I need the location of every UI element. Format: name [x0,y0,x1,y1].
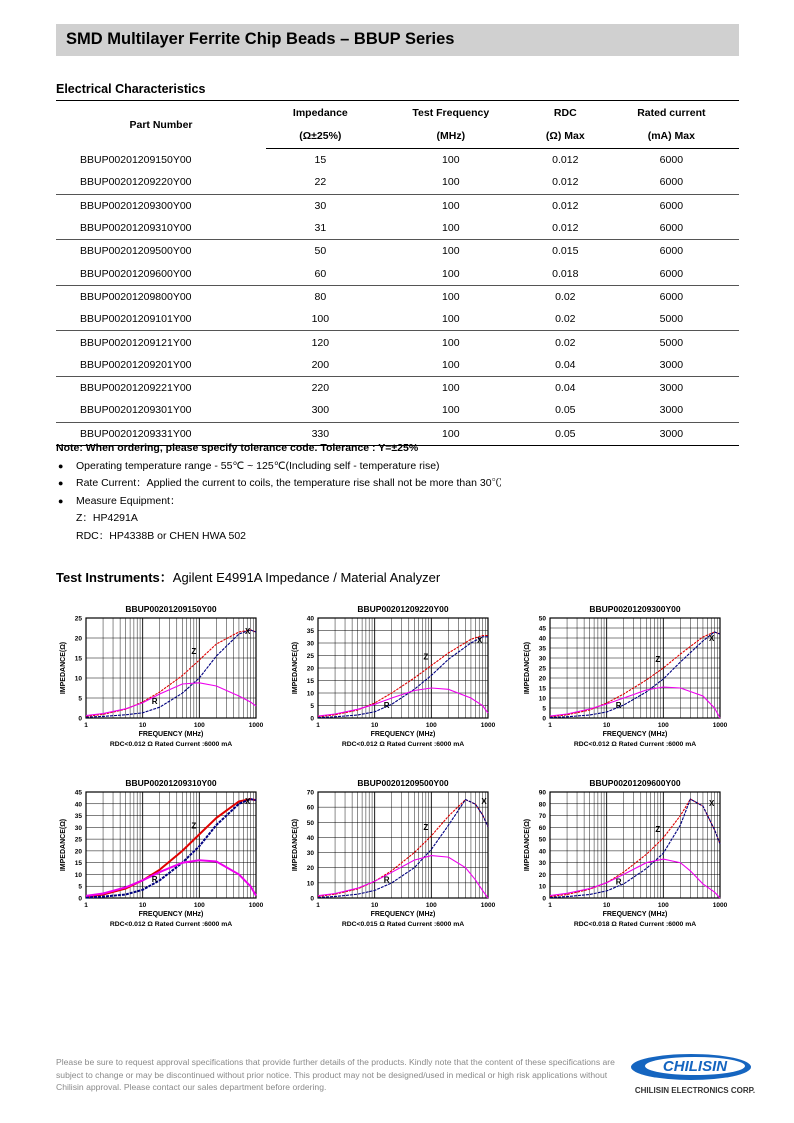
cell-current: 6000 [604,171,739,194]
series-line-r [86,860,256,896]
y-tick-label: 80 [538,801,546,809]
cell-current: 3000 [604,422,739,445]
col-unit-rdc: (Ω) Max [527,124,604,149]
series-line-r [318,688,488,716]
y-tick-label: 15 [74,655,82,663]
y-tick-label: 30 [74,824,82,832]
y-tick-label: 35 [306,628,314,635]
chart-title: BBUP00201209500Y00 [357,778,449,788]
chart-footnote: RDC<0.015 Ω Rated Current :6000 mA [341,921,465,928]
curve-label-z: Z [655,655,661,664]
y-tick-label: 10 [74,675,82,683]
y-tick-label: 0 [310,715,314,723]
cell-part: BBUP00201209101Y00 [56,308,266,331]
x-axis-label: FREQUENCY (MHz) [138,911,204,918]
chart-footnote: RDC<0.018 Ω Rated Current :6000 mA [573,921,697,928]
cell-freq: 100 [442,290,460,303]
table-row [56,262,739,285]
x-tick-label: 1000 [480,722,496,729]
y-tick-label: 20 [306,665,314,673]
x-tick-label: 1000 [712,722,728,729]
x-tick-label: 100 [425,722,437,729]
cell-imp: 30 [314,199,327,212]
y-tick-label: 10 [74,871,82,879]
cell-part: BBUP00201209600Y00 [56,262,266,285]
cell-rdc: 0.012 [552,199,579,212]
cell-current: 6000 [659,290,684,303]
cell-part: BBUP00201209201Y00 [56,354,266,377]
cell-part: BBUP00201209301Y00 [56,399,266,422]
table-row [56,171,739,194]
table-row [56,376,739,399]
y-tick-label: 20 [538,675,546,683]
cell-freq: 100 [375,217,527,240]
note-measure-rdc: RDC：HP4338B or CHEN HWA 502 [76,529,246,542]
y-tick-label: 70 [306,789,314,797]
y-axis-label: IMPEDANCE(Ω) [292,818,299,872]
impedance-chart [288,600,498,765]
series-line-z [318,636,488,717]
cell-imp: 31 [266,217,375,240]
x-tick-label: 100 [425,902,437,909]
series-line-x [550,799,720,897]
series-line-z [86,630,256,716]
x-tick-label: 1 [84,902,88,909]
curve-label-z: Z [191,821,197,831]
x-axis-label: FREQUENCY (MHz) [602,911,668,918]
cell-freq: 100 [375,308,527,331]
cell-part: BBUP00201209500Y00 [80,245,192,258]
y-tick-label: 45 [538,625,546,633]
curve-label-x: X [708,799,715,809]
chart-title: BBUP00201209300Y00 [589,604,681,614]
y-tick-label: 0 [542,895,546,903]
chart-svg [288,600,498,760]
ordering-note: Note: When ordering, please specify tolerance code. Tolerance : Y=±25% [56,442,419,454]
x-tick-label: 1000 [248,722,264,729]
cell-part: BBUP00201209220Y00 [56,171,266,194]
chart-footnote: RDC<0.012 Ω Rated Current :6000 mA [109,921,233,928]
y-tick-label: 50 [306,819,314,827]
y-tick-label: 10 [306,880,314,888]
y-tick-label: 5 [310,703,314,710]
cell-rdc: 0.012 [527,217,604,240]
curve-label-x: X [708,634,715,643]
y-tick-label: 20 [306,865,314,873]
note-measure-equipment: ● Measure Equipment： [56,493,502,511]
chart-footnote: RDC<0.012 Ω Rated Current :6000 mA [573,741,697,748]
y-tick-label: 70 [538,813,546,821]
y-tick-label: 60 [538,824,546,832]
curve-label-z: Z [191,647,197,656]
chart-svg [520,774,730,938]
cell-imp: 50 [314,245,327,258]
table-row [56,217,739,240]
series-line-x [86,796,256,897]
x-tick-label: 100 [193,722,205,729]
cell-freq: 100 [375,422,527,445]
cell-imp: 220 [311,382,330,395]
cell-freq: 100 [442,199,460,212]
table-row [56,194,739,217]
table-row [56,308,739,331]
series-line-z [86,796,256,897]
y-tick-label: 45 [74,789,82,797]
plot-frame [550,792,720,898]
plot-frame [318,792,488,898]
series-line-x [86,630,256,717]
section-title-electrical: Electrical Characteristics [56,82,206,96]
y-tick-label: 30 [306,640,314,648]
cell-freq: 100 [375,354,527,377]
cell-freq: 100 [442,336,460,349]
x-axis-label: FREQUENCY (MHz) [138,731,204,738]
x-tick-label: 1000 [248,902,264,909]
y-axis-label: IMPEDANCE(Ω) [60,641,67,695]
col-header-test-frequency: Test Frequency [375,101,527,125]
x-tick-label: 100 [657,902,669,909]
cell-rdc: 0.018 [527,262,604,285]
y-axis-label: IMPEDANCE(Ω) [60,818,67,872]
col-header-rdc: RDC [527,101,604,125]
notes [56,440,502,545]
chart-title: BBUP00201209220Y00 [357,604,449,614]
col-header-impedance: Impedance [266,101,375,125]
table-row [56,149,739,172]
y-tick-label: 10 [306,690,314,698]
x-tick-label: 10 [371,902,379,909]
cell-current: 5000 [659,336,684,349]
y-axis-label: IMPEDANCE(Ω) [524,818,531,872]
cell-part: BBUP00201209800Y00 [80,290,192,303]
col-unit-test-frequency: (MHz) [375,124,527,149]
y-tick-label: 30 [538,860,546,868]
y-tick-label: 25 [306,653,314,660]
test-instruments [56,567,440,586]
series-line-z [550,632,720,717]
cell-rdc: 0.05 [527,422,604,445]
cell-imp: 100 [266,308,375,331]
cell-freq: 100 [375,262,527,285]
x-tick-label: 10 [139,722,147,729]
cell-imp: 300 [266,399,375,422]
curve-label-r: R [615,877,622,887]
x-axis-label: FREQUENCY (MHz) [370,911,436,918]
y-tick-label: 0 [310,895,314,903]
series-line-z [550,799,720,897]
impedance-chart [520,600,730,765]
curve-label-x: X [244,796,251,806]
x-tick-label: 1000 [712,902,728,909]
y-tick-label: 40 [74,801,82,809]
y-tick-label: 40 [538,848,546,856]
test-instruments-value: Agilent E4991A Impedance / Material Analyzer [172,570,441,585]
curve-label-r: R [151,697,158,706]
note-rated-current: ● Rate Current：Applied the current to coils, the temperature rise shall not be more than 30℃ [56,475,502,493]
y-tick-label: 35 [538,645,546,653]
cell-part: BBUP00201209310Y00 [56,217,266,240]
x-tick-label: 10 [371,722,379,729]
table-row [56,240,739,263]
y-tick-label: 5 [78,695,82,703]
x-tick-label: 10 [139,902,147,909]
cell-part: BBUP00201209150Y00 [80,153,192,166]
table-row [56,354,739,377]
logo-wordmark: CHILISIN [662,1058,728,1075]
y-tick-label: 0 [78,895,82,903]
curve-label-z: Z [655,824,661,834]
col-unit-impedance: (Ω±25%) [266,124,375,149]
chilisin-logo [625,1050,765,1100]
y-tick-label: 5 [78,883,82,891]
x-tick-label: 10 [603,722,611,729]
chart-title: BBUP00201209310Y00 [125,778,217,788]
y-tick-label: 0 [542,715,546,723]
cell-current: 6000 [659,154,684,167]
title-bar [56,24,739,56]
y-tick-label: 20 [74,635,82,643]
cell-freq: 100 [375,171,527,194]
cell-part: BBUP00201209121Y00 [80,336,192,349]
chart-svg [288,774,498,938]
x-tick-label: 1 [84,722,88,729]
spec-table [56,100,739,446]
y-tick-label: 40 [306,615,314,623]
cell-rdc: 0.012 [552,154,579,167]
cell-part: BBUP00201209221Y00 [80,382,192,395]
impedance-chart [520,774,730,943]
cell-freq: 100 [375,399,527,422]
cell-imp: 60 [266,262,375,285]
cell-rdc: 0.02 [527,308,604,331]
curve-label-x: X [476,636,483,645]
y-tick-label: 20 [74,848,82,856]
y-tick-label: 15 [74,860,82,868]
cell-current: 6000 [604,217,739,240]
y-tick-label: 50 [538,615,546,623]
y-tick-label: 40 [306,834,314,842]
chart-svg [520,600,730,760]
curve-label-z: Z [423,822,429,832]
chart-footnote: RDC<0.012 Ω Rated Current :6000 mA [109,741,233,748]
y-tick-label: 35 [74,813,82,821]
x-tick-label: 1 [316,902,320,909]
footer-disclaimer: Please be sure to request approval specifications that provide further details of the products. Kindly note that the content of these specifications are subject to change or may be discontinued without prior notice. This product may not be designed/used in medical or high risk applications without Chilisin approval. Please contact our sales department before ordering. [56,1057,615,1092]
cell-part: BBUP00201209300Y00 [80,199,192,212]
impedance-chart [56,600,266,765]
y-axis-label: IMPEDANCE(Ω) [292,641,299,695]
logo-company-name: CHILISIN ELECTRONICS CORP. [634,1086,756,1095]
y-tick-label: 5 [542,705,546,713]
x-tick-label: 1 [316,722,320,729]
y-tick-label: 50 [538,836,546,844]
cell-part: BBUP00201209331Y00 [56,422,266,445]
series-line-r [86,683,256,716]
y-tick-label: 15 [306,678,314,685]
cell-rdc: 0.015 [552,245,579,258]
cell-imp: 120 [311,336,330,349]
y-tick-label: 20 [538,871,546,879]
y-tick-label: 0 [78,715,82,723]
cell-current: 6000 [659,245,684,258]
cell-freq: 100 [442,154,460,167]
cell-rdc: 0.02 [555,290,576,303]
cell-imp: 15 [314,154,327,167]
cell-freq: 100 [442,382,460,395]
cell-imp: 330 [266,422,375,445]
chart-title: BBUP00201209150Y00 [125,604,217,614]
y-tick-label: 25 [74,836,82,844]
cell-imp: 22 [266,171,375,194]
curve-label-x: X [481,797,487,807]
table-row [56,399,739,422]
col-header-part-number: Part Number [56,101,266,149]
series-line-x [550,632,720,717]
y-tick-label: 10 [538,883,546,891]
curve-label-x: X [244,627,251,636]
x-tick-label: 1 [548,902,552,909]
y-tick-label: 30 [306,850,314,858]
series-line-z [318,800,488,897]
chart-footnote: RDC<0.012 Ω Rated Current :6000 mA [341,741,465,748]
note-operating-temp: ● Operating temperature range - 55℃ ~ 125℃(Including self - temperature rise) [56,458,502,476]
x-axis-label: FREQUENCY (MHz) [602,731,668,738]
x-tick-label: 1 [548,722,552,729]
cell-current: 6000 [659,199,684,212]
cell-rdc: 0.05 [527,399,604,422]
impedance-chart [56,774,266,943]
y-tick-label: 30 [538,655,546,663]
spec-table-body [56,149,739,446]
y-tick-label: 40 [538,635,546,643]
y-tick-label: 60 [306,804,314,812]
x-tick-label: 1000 [480,902,496,909]
cell-rdc: 0.04 [527,354,604,377]
test-instruments-label: Test Instruments： [56,570,173,585]
curve-label-r: R [383,701,390,710]
cell-imp: 200 [266,354,375,377]
cell-current: 3000 [604,399,739,422]
y-tick-label: 15 [538,685,546,693]
y-axis-label: IMPEDANCE(Ω) [524,641,531,695]
cell-rdc: 0.02 [555,336,576,349]
chart-svg [56,600,266,760]
y-tick-label: 90 [538,789,546,797]
x-tick-label: 100 [193,902,205,909]
page-title: SMD Multilayer Ferrite Chip Beads – BBUP Series [66,30,455,48]
y-tick-label: 10 [538,695,546,703]
table-row [56,331,739,354]
x-tick-label: 10 [603,902,611,909]
curve-label-r: R [151,875,158,885]
col-unit-rated-current: (mA) Max [604,124,739,149]
cell-rdc: 0.04 [555,382,576,395]
cell-current: 3000 [604,354,739,377]
chart-svg [56,774,266,938]
x-axis-label: FREQUENCY (MHz) [370,731,436,738]
table-row [56,285,739,308]
cell-freq: 100 [442,245,460,258]
y-tick-label: 25 [74,615,82,623]
chart-title: BBUP00201209600Y00 [589,778,681,788]
curve-label-r: R [383,875,390,885]
cell-current: 6000 [604,262,739,285]
col-header-rated-current: Rated current [604,101,739,125]
curve-label-r: R [615,701,622,710]
note-measure-z: Z：HP4291A [76,512,138,524]
x-tick-label: 100 [657,722,669,729]
curve-label-z: Z [423,652,429,662]
cell-current: 5000 [604,308,739,331]
impedance-chart [288,774,498,943]
cell-imp: 80 [314,290,327,303]
cell-current: 3000 [659,382,684,395]
cell-rdc: 0.012 [527,171,604,194]
y-tick-label: 25 [538,665,546,673]
plot-frame [86,618,256,718]
